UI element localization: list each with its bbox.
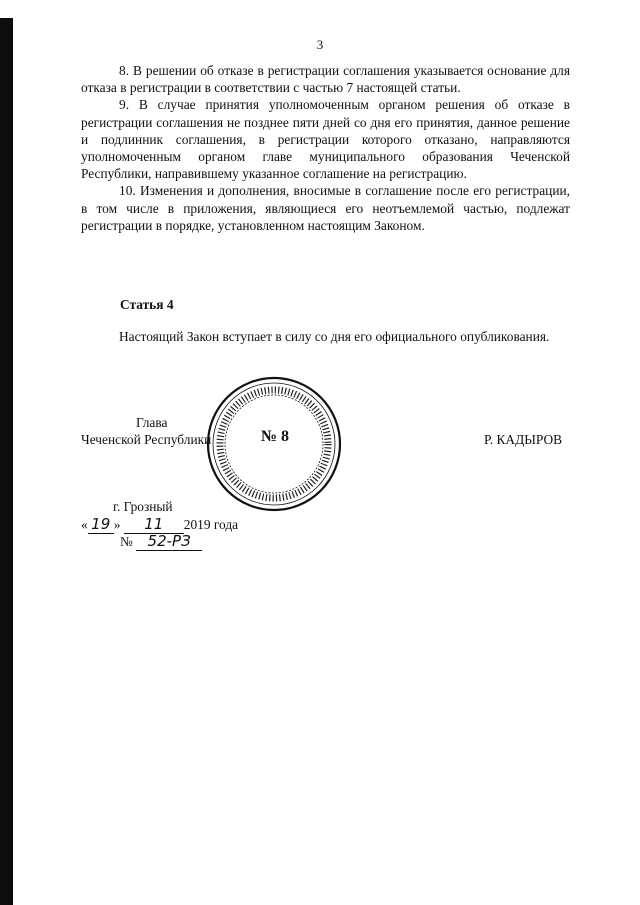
date-open-quote: « — [81, 517, 88, 532]
article-text: Настоящий Закон вступает в силу со дня его официального опубликования. — [119, 329, 550, 344]
place-of-signing: г. Грозный — [113, 499, 173, 514]
signer-region: Чеченской Республики — [81, 432, 212, 447]
date-year: 2019 года — [183, 517, 239, 532]
scan-edge — [0, 18, 13, 905]
page-number: 3 — [316, 37, 324, 52]
date-month: 11 — [124, 515, 184, 534]
registration-number: 52-РЗ — [136, 532, 202, 551]
paragraph-8: 8. В решении об отказе в регистрации соглашения указывается основание для отказа в регистрации в соответствии с частью 7 настоящей статьи. — [81, 63, 570, 96]
article-heading: Статья 4 — [120, 297, 174, 312]
date-close-quote: » — [113, 517, 121, 532]
signer-position: Глава — [136, 415, 168, 430]
registration-prefix: № — [120, 534, 133, 549]
seal-number: № 8 — [260, 428, 290, 445]
law-registration-number — [120, 532, 202, 551]
paragraph-9: 9. В случае принятия уполномоченным органом решения об отказе в регистрации соглашения не позднее пяти дней со дня его принятия, данное решение и подлинник соглашения, в регистрации которого отказано, направляются уполномоченным органом главе муниципального образования Чеченской Республики, направившему указанное соглашение на регистрацию. — [81, 97, 570, 182]
paragraph-10: 10. Изменения и дополнения, вносимые в соглашение после его регистрации, в том числе в приложения, являющиеся его неотъемлемой частью, подлежат регистрации в порядке, установленном настоящим Законом. — [81, 183, 570, 233]
signer-name: Р. КАДЫРОВ — [484, 432, 563, 447]
date-day: 19 — [88, 515, 114, 534]
law-body — [81, 62, 570, 234]
